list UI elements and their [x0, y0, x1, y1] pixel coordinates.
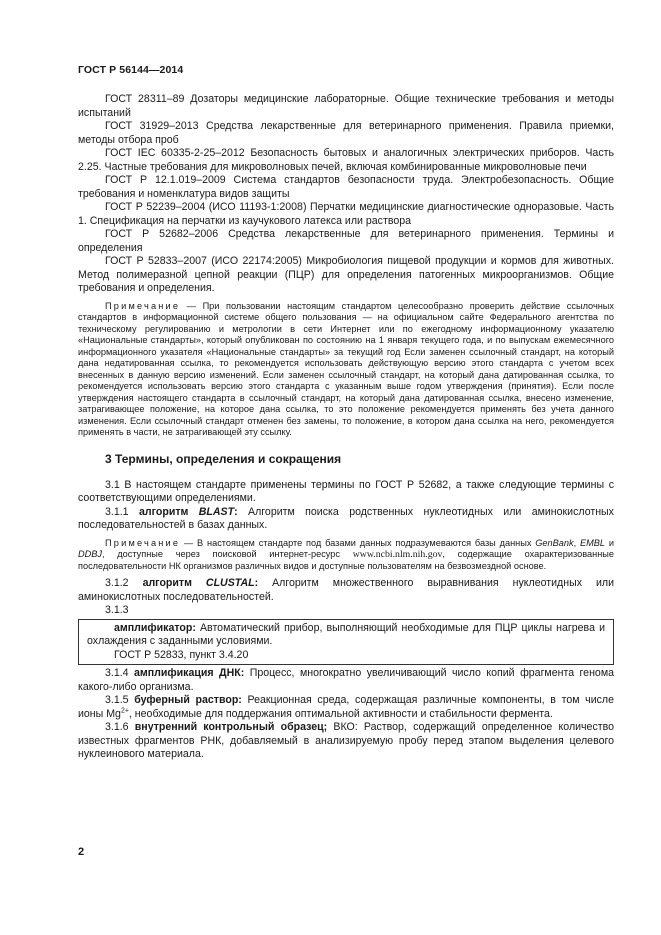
document-page	[78, 64, 614, 762]
term-source: ГОСТ Р 52833, пункт 3.4.20	[114, 648, 249, 661]
term-name: внутренний контрольный образец;	[134, 721, 328, 733]
note-label: Примечание	[105, 537, 181, 548]
doc-header: ГОСТ Р 56144—2014	[78, 64, 184, 76]
term-definition: ВКО: Раствор, содержащий определенное количество известных фрагментов РНК, добавляемый в анализируемую пробу перед этапом выделения целевого нуклеинового материала.	[78, 721, 614, 760]
term-3-1-6: 3.1.6 внутренний контрольный образец; ВКО: Раствор, содержащий определенное количество известных фрагментов РНК, добавляемый в анализируемую пробу перед этапом выделения целевого нуклеинового материала.	[78, 721, 614, 760]
term-definition: Алгоритм множественного выравнивания нуклеотидных или аминокислотных последовательностей.	[78, 577, 614, 603]
reference-item: ГОСТ Р 52682–2006 Средства лекарственные для ветеринарного применения. Термины и определения	[78, 228, 614, 254]
term-name: буферный раствор:	[134, 694, 242, 706]
term-3-1-1: 3.1.1 алгоритм BLAST: Алгоритм поиска родственных нуклеотидных или аминокислотных последовательностей в базах данных.	[78, 505, 614, 531]
references-list	[78, 93, 614, 296]
term-name: алгоритм	[142, 577, 206, 589]
term-name: алгоритм	[138, 505, 199, 518]
term-3-1-4: 3.1.4 амплификация ДНК: Процесс, многократно увеличивающий число копий фрагмента генома какого-либо организма.	[78, 667, 614, 693]
section-title: 3 Термины, определения и сокращения	[105, 451, 342, 466]
note-label: Примечание	[105, 300, 181, 311]
term-name: амплификация ДНК:	[134, 667, 245, 679]
term-definition: Автоматический прибор, выполняющий необходимые для ПЦР циклы нагрева и охлаждения с заданными условиями.	[87, 621, 605, 647]
term-3-1-2: 3.1.2 алгоритм CLUSTAL: Алгоритм множественного выравнивания нуклеотидных или аминокислотных последовательностей.	[78, 577, 614, 603]
reference-item: ГОСТ Р 12.1.019–2009 Система стандартов безопасности труда. Электробезопасность. Общие требования и номенклатура видов защиты	[78, 174, 614, 200]
term-name: амплификатор:	[114, 621, 196, 634]
reference-item: ГОСТ Р 52239–2004 (ИСО 11193-1:2008) Перчатки медицинские диагностические одноразовые. Часть 1. Спецификация на перчатки из каучукового латекса или раствора	[78, 201, 614, 227]
note-references	[78, 301, 614, 439]
term-3-1-5: 3.1.5 буферный раствор: Реакционная среда, содержащая различные компоненты, в том числе ионы $Mg^{2+}$, необходимые для поддержания оптимальной активности и стабильности фермента.	[78, 694, 614, 720]
term-name-italic: CLUSTAL	[205, 577, 255, 589]
reference-item: ГОСТ 28311–89 Дозаторы медицинские лабораторные. Общие технические требования и методы испытаний	[78, 93, 614, 119]
term-definition: Процесс, многократно увеличивающий число копий фрагмента генома какого-либо организма.	[78, 667, 614, 693]
term-3-1-3-number: 3.1.3	[105, 604, 129, 616]
note-text: — При пользовании настоящим стандартом целесообразно проверить действие ссылочных стандартов в информационной системе общего пользования — на официальном сайте Федерального агентства по техническому регулированию и метрологии в сети Интернет или по ежегодному информационному указателю «Национальные стандарты», который опубликован по состоянию на 1 января текущего года, и по выпускам ежемесячного информационного указателя «Национальные стандарты» за текущий год Если заменен ссылочный стандарт, на который дана недатированная ссылка, то рекомендуется использовать действующую версию этого стандарта с учетом всех внесенных в данную версию изменений. Если заменен ссылочный стандарт, на который дана датированная ссылка, то рекомендуется использовать версию этого стандарта с указанным выше годом утверждения (принятия). Если после утверждения настоящего стандарта в ссылочный стандарт, на который дана датированная ссылка, внесено изменение, затрагивающее положение, на которое дана ссылка, то это положение рекомендуется применять без учета данного изменения. Если ссылочный стандарт отменен без замены, то положение, в котором дана ссылка на него, рекомендуется применять в части, не затрагивающей эту ссылку.	[78, 300, 614, 437]
term-name-italic: BLAST	[198, 505, 235, 518]
term-3-1-3	[87, 622, 605, 649]
reference-item: ГОСТ IEC 60335-2-25–2012 Безопасность бытовых и аналогичных электрических приборов. Часть 2.25. Частные требования для микроволновых печей, включая комбинированные микроволновые печи	[78, 147, 614, 173]
term-3-1-3-box	[78, 619, 614, 666]
note-databases: Примечание — В настоящем стандарте под базами данных подразумеваются базы данных GenBank, EMBL и DDBJ, доступные через поисковой интернет-ресурс www.ncbi.nlm.nih.gov, содержащие охарактеризованные последовательности НК организмов различных видов и доступные пользователям на безвозмездной основе.	[78, 537, 615, 571]
term-definition: Алгоритм поиска родственных нуклеотидных или аминокислотных последовательностей в базах данных.	[78, 505, 614, 531]
reference-item: ГОСТ Р 52833–2007 (ИСО 22174:2005) Микробиология пищевой продукции и кормов для животных. Метод полимеразной цепной реакции (ПЦР) для определения патогенных микроорганизмов. Общие требования и определения.	[78, 255, 614, 294]
reference-item: ГОСТ 31929–2013 Средства лекарственные для ветеринарного применения. Правила приемки, методы отбора проб	[78, 120, 614, 146]
page-number: 2	[78, 846, 85, 858]
clause-3-1: 3.1 В настоящем стандарте применены термины по ГОСТ Р 52682, а также следующие термины с соответствующими определениями.	[78, 478, 614, 504]
url-text: www.ncbi.nlm.nih.gov	[352, 549, 443, 560]
